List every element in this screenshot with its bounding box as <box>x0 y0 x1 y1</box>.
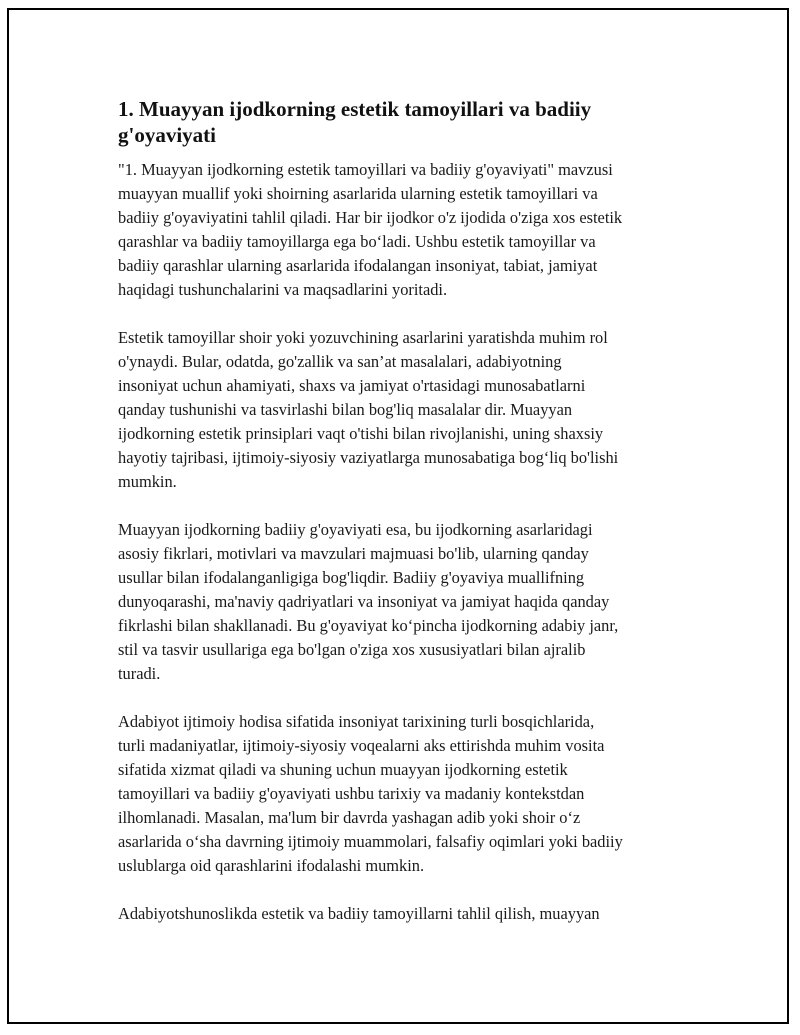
paragraph-5: Adabiyotshunoslikda estetik va badiiy tamoyillarni tahlil qilish, muayyan <box>118 904 600 923</box>
document-heading: 1. Muayyan ijodkorning estetik tamoyillari va badiiy g'oyaviyati <box>118 97 592 147</box>
paragraph-1: "1. Muayyan ijodkorning estetik tamoyillari va badiiy g'oyaviyati" mavzusi muayyan muallif yoki shoirning asarlarida ularning estetik tamoyillari va badiiy g'oyaviyatini tahlil qiladi. Har bir ijodkor o'z ijodida o'ziga xos estetik qarashlar va badiiy tamoyillarga ega bo‘ladi. Ushbu estetik tamoyillar va badiiy qarashlar ularning asarlarida ifodalangan insoniyat, tabiat, jamiyat haqidagi tushunchalarini va maqsadlarini yoritadi. <box>118 160 623 299</box>
document-body <box>118 96 693 950</box>
paragraph-3: Muayyan ijodkorning badiiy g'oyaviyati esa, bu ijodkorning asarlaridagi asosiy fikrlari, motivlari va mavzulari majmuasi bo'lib, ularning qanday usullar bilan ifodalanganligiga bog'liqdir. Badiiy g'oyaviya muallifning dunyoqarashi, ma'naviy qadriyatlari va insoniyat va jamiyat haqida qanday fikrlashi bilan shakllanadi. Bu g'oyaviyat ko‘pincha ijodkorning adabiy janr, stil va tasvir usullariga ega bo'lgan o'ziga xos xususiyatlari bilan ajralib turadi. <box>118 520 619 683</box>
paragraph-4: Adabiyot ijtimoiy hodisa sifatida insoniyat tarixining turli bosqichlarida, turli madaniyatlar, ijtimoiy-siyosiy voqealarni aks ettirishda muhim vosita sifatida xizmat qiladi va shuning uchun muayyan ijodkorning estetik tamoyillari va badiiy g'oyaviyati ushbu tarixiy va madaniy kontekstdan ilhomlanadi. Masalan, ma'lum bir davrda yashagan adib yoki shoir o‘z asarlarida o‘sha davrning ijtimoiy muammolari, falsafiy oqimlari yoki badiiy uslublarga oid qarashlarini ifodalashi mumkin. <box>118 712 623 875</box>
paragraph-2: Estetik tamoyillar shoir yoki yozuvchining asarlarini yaratishda muhim rol o'ynaydi. Bular, odatda, go'zallik va san’at masalalari, adabiyotning insoniyat uchun ahamiyati, shaxs va jamiyat o'rtasidagi munosabatlarni qanday tushunishi va tasvirlashi bilan bog'liq masalalar dir. Muayyan ijodkorning estetik prinsiplari vaqt o'tishi bilan rivojlanishi, uning shaxsiy hayotiy tajribasi, ijtimoiy-siyosiy vaziyatlarga munosabatiga bog‘liq bo'lishi mumkin. <box>118 328 619 491</box>
